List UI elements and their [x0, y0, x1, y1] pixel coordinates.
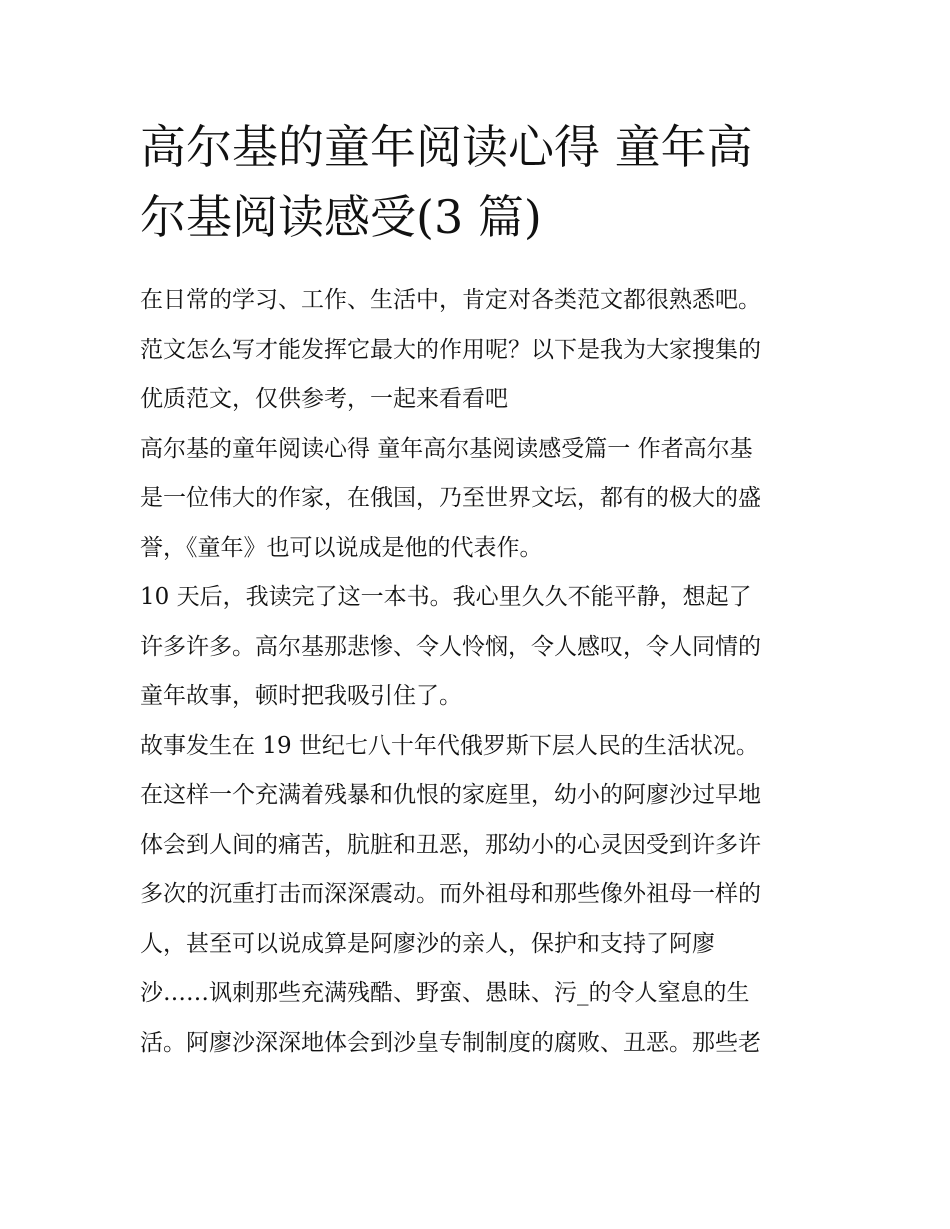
- body-line: 在日常的学习、工作、生活中，肯定对各类范文都很熟悉吧。: [140, 287, 761, 313]
- body-line: 童年故事，顿时把我吸引住了。: [140, 683, 462, 709]
- body-line: 故事发生在 19 世纪七八十年代俄罗斯下层人民的生活状况。: [140, 732, 759, 759]
- title-line: 高尔基的童年阅读心得 童年高: [140, 120, 753, 174]
- body-line: 沙……讽刺那些充满残酷、野蛮、愚昧、污_的令人窒息的生: [140, 980, 750, 1006]
- body-line: 体会到人间的痛苦，肮脏和丑恶，那幼小的心灵因受到许多许: [140, 831, 761, 858]
- body-line: 活。阿廖沙深深地体会到沙皇专制制度的腐败、丑恶。那些老: [140, 1029, 761, 1056]
- document-body: [140, 276, 820, 1068]
- body-line: 许多许多。高尔基那悲惨、令人怜悯，令人感叹，令人同情的: [140, 633, 761, 660]
- body-line: 范文怎么写才能发挥它最大的作用呢？以下是我为大家搜集的: [140, 336, 761, 363]
- title-line: 尔基阅读感受(3 篇): [140, 190, 542, 244]
- body-line: 是一位伟大的作家，在俄国，乃至世界文坛，都有的极大的盛: [140, 485, 761, 511]
- body-line: 多次的沉重打击而深深震动。而外祖母和那些像外祖母一样的: [140, 881, 761, 907]
- body-line: 高尔基的童年阅读心得 童年高尔基阅读感受篇一 作者高尔基: [140, 435, 753, 462]
- body-line: 在这样一个充满着残暴和仇恨的家庭里，幼小的阿廖沙过早地: [140, 782, 761, 808]
- body-line: 10 天后，我读完了这一本书。我心里久久不能平静，想起了: [140, 584, 752, 610]
- body-line: 优质范文，仅供参考，一起来看看吧: [140, 386, 508, 412]
- body-line: 誉，《童年》也可以说成是他的代表作。: [140, 534, 543, 561]
- document-title: [140, 112, 820, 252]
- body-line: 人，甚至可以说成算是阿廖沙的亲人，保护和支持了阿廖: [140, 930, 715, 957]
